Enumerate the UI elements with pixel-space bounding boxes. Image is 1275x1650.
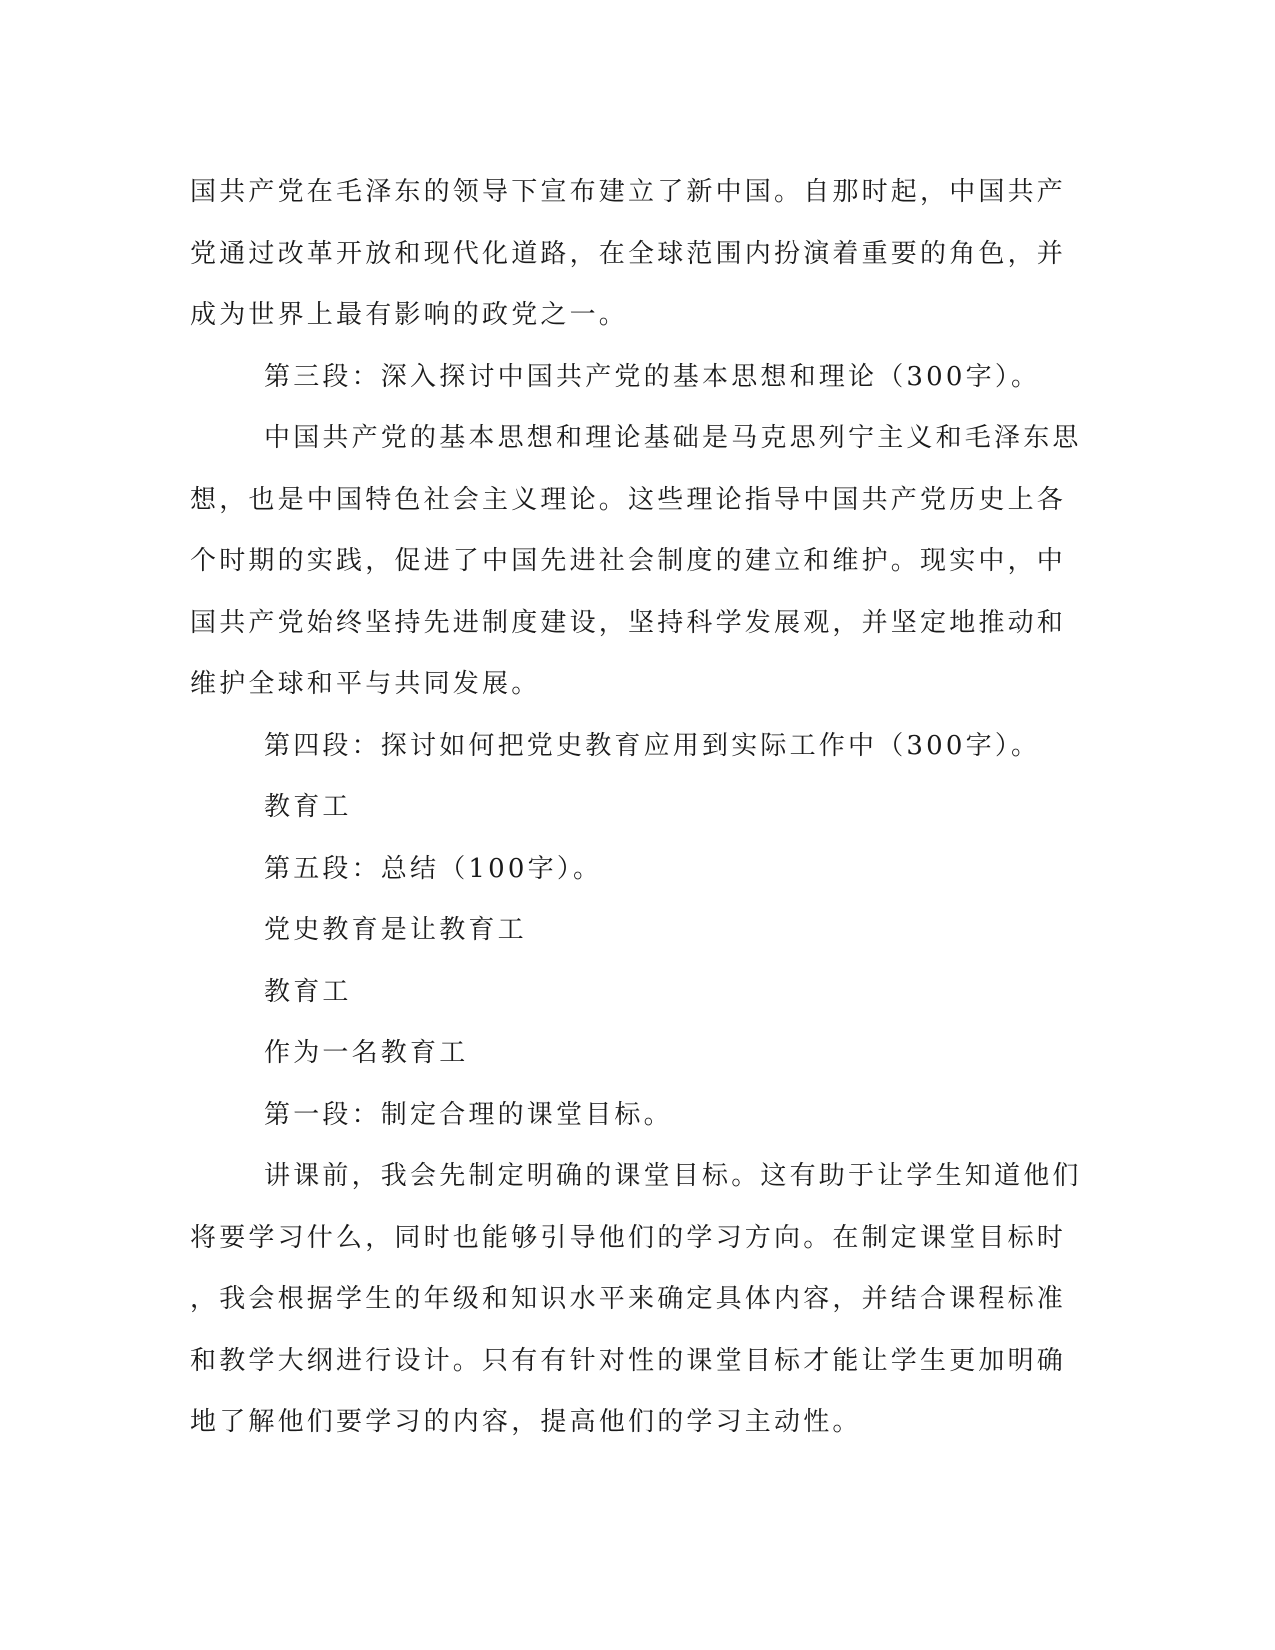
text-line: 党通过改革开放和现代化道路，在全球范围内扮演着重要的角色，并 — [190, 238, 1067, 269]
text-line: 将要学习什么，同时也能够引导他们的学习方向。在制定课堂目标时 — [190, 1222, 1067, 1253]
section-heading: 第四段：探讨如何把党史教育应用到实际工作中（300字）。 — [264, 730, 1041, 761]
text-line: 想，也是中国特色社会主义理论。这些理论指导中国共产党历史上各 — [190, 484, 1067, 515]
text-line: 个时期的实践，促进了中国先进社会制度的建立和维护。现实中，中 — [190, 546, 1067, 576]
section-heading: 第五段：总结（100字）。 — [264, 853, 603, 884]
text-line: 中国共产党的基本思想和理论基础是马克思列宁主义和毛泽东思 — [264, 423, 1082, 453]
text-line: 教育工 — [264, 976, 352, 1007]
text-line: 作为一名教育工 — [264, 1038, 469, 1068]
text-line: 地了解他们要学习的内容，提高他们的学习主动性。 — [190, 1407, 862, 1437]
document-body — [190, 162, 1082, 1454]
text-line: ，我会根据学生的年级和知识水平来确定具体内容，并结合课程标准 — [190, 1284, 1067, 1314]
text-line: 教育工 — [264, 792, 352, 822]
text-line: 国共产党在毛泽东的领导下宣布建立了新中国。自那时起，中国共产 — [190, 177, 1067, 207]
text-line: 党史教育是让教育工 — [264, 915, 527, 945]
section-heading: 第三段：深入探讨中国共产党的基本思想和理论（300字）。 — [264, 361, 1041, 392]
text-line: 讲课前，我会先制定明确的课堂目标。这有助于让学生知道他们 — [264, 1161, 1082, 1191]
text-line: 国共产党始终坚持先进制度建设，坚持科学发展观，并坚定地推动和 — [190, 607, 1067, 638]
section-heading: 第一段：制定合理的课堂目标。 — [264, 1099, 673, 1130]
text-line: 成为世界上最有影响的政党之一。 — [190, 300, 629, 330]
text-line: 和教学大纲进行设计。只有有针对性的课堂目标才能让学生更加明确 — [190, 1345, 1067, 1376]
text-line: 维护全球和平与共同发展。 — [190, 669, 541, 699]
